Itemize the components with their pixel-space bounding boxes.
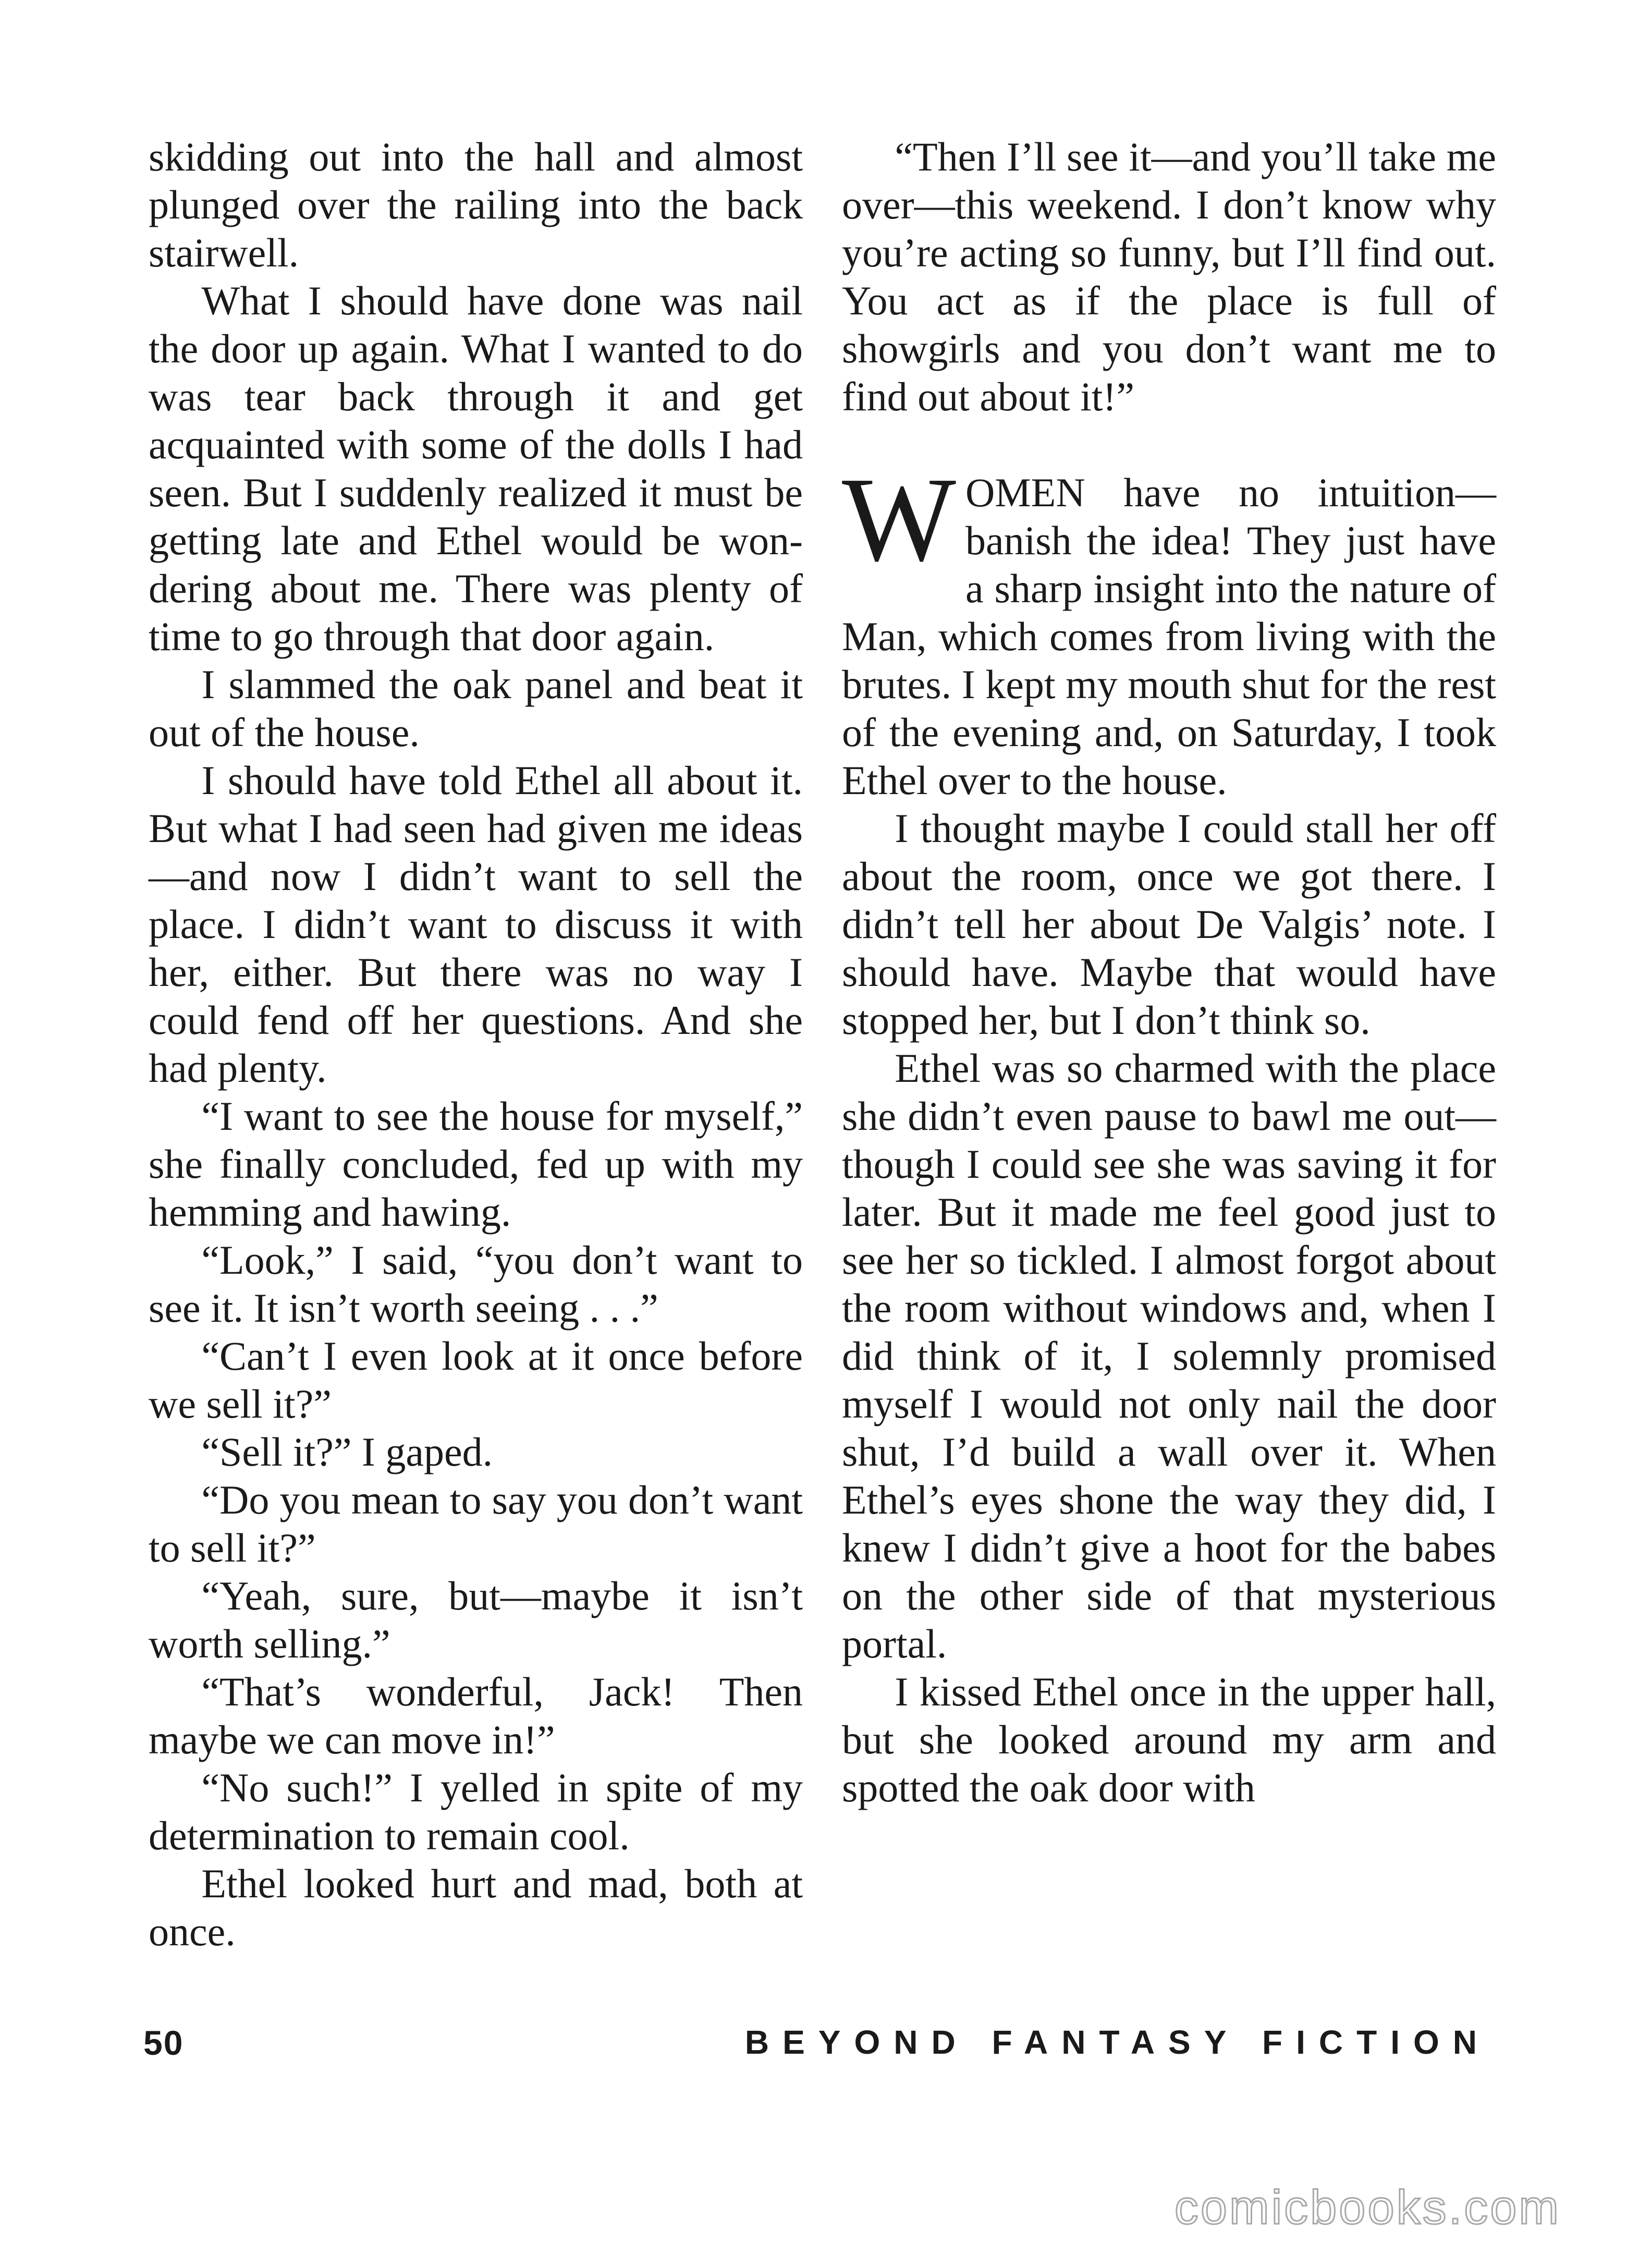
paragraph: “That’s wonderful, Jack! Then maybe we can move in!” — [149, 1669, 803, 1762]
section-opening-text: OMEN have no intuition—banish the idea! They just have a sharp insight into the nature of Man, which comes from living with the brutes. I kept my mouth shut for the rest of the evening and, on Saturday, I took Ethel over to the house. — [842, 470, 1496, 803]
paragraph: “Can’t I even look at it once before we sell it?” — [149, 1333, 803, 1426]
paragraph: Ethel looked hurt and mad, both at once. — [149, 1861, 803, 1954]
page-number: 50 — [143, 2023, 184, 2062]
paragraph: “Then I’ll see it—and you’ll take me over—this weekend. I don’t know why you’re acting so funny, but I’ll find out. You act as if the place is full of showgirls and you don’t want me to find out about it!” — [842, 134, 1496, 419]
paragraph: I slammed the oak panel and beat it out of the house. — [149, 662, 803, 755]
right-column — [842, 133, 1496, 1812]
paragraph: “Look,” I said, “you don’t want to see it. It isn’t worth seeing . . .” — [149, 1237, 803, 1331]
paragraph: I kissed Ethel once in the upper hall, but she looked around my arm and spotted the oak door with — [842, 1669, 1496, 1810]
paragraph: “I want to see the house for myself,” she finally concluded, fed up with my hemming and hawing. — [149, 1093, 803, 1235]
paragraph: “Do you mean to say you don’t want to sell it?” — [149, 1477, 803, 1570]
section-opening-paragraph — [842, 453, 1496, 804]
paragraph: I should have told Ethel all about it. But what I had seen had given me ideas—and now I didn’t want to sell the place. I didn’t want to discuss it with her, either. But there was no way I could fend off her questions. And she had plenty. — [149, 758, 803, 1091]
paragraph: “No such!” I yelled in spite of my determination to remain cool. — [149, 1765, 803, 1858]
running-title: BEYOND FANTASY FICTION — [744, 2023, 1490, 2061]
paragraph: I thought maybe I could stall her off about the room, once we got there. I didn’t tell her about De Valgis’ note. I should have. Maybe that would have stopped her, but I don’t think so. — [842, 806, 1496, 1043]
paragraph: “Sell it?” I gaped. — [201, 1429, 493, 1474]
paragraph: What I should have done was nail the door up again. What I wanted to do was tear back through it and get acquainted with some of the dolls I had seen. But I suddenly realized it must be getting late and Ethel would be wondering about me. There was plenty of time to go through that door again. — [149, 278, 803, 659]
drop-cap: W — [842, 453, 956, 587]
left-column — [149, 133, 803, 1956]
paragraph: Ethel was so charmed with the place she didn’t even pause to bawl me out—though I could see she was saving it for later. But it made me feel good just to see her so tickled. I almost forgot about the room without windows and, when I did think of it, I solemnly promised myself I would not only nail the door shut, I’d build a wall over it. When Ethel’s eyes shone the way they did, I knew I didn’t give a hoot for the babes on the other side of that mysterious portal. — [842, 1045, 1496, 1666]
paragraph: “Yeah, sure, but—maybe it isn’t worth selling.” — [149, 1573, 803, 1666]
paragraph: skidding out into the hall and almost plunged over the railing into the back stairwell. — [149, 134, 803, 275]
watermark: comicbooks.com — [1174, 2181, 1561, 2234]
